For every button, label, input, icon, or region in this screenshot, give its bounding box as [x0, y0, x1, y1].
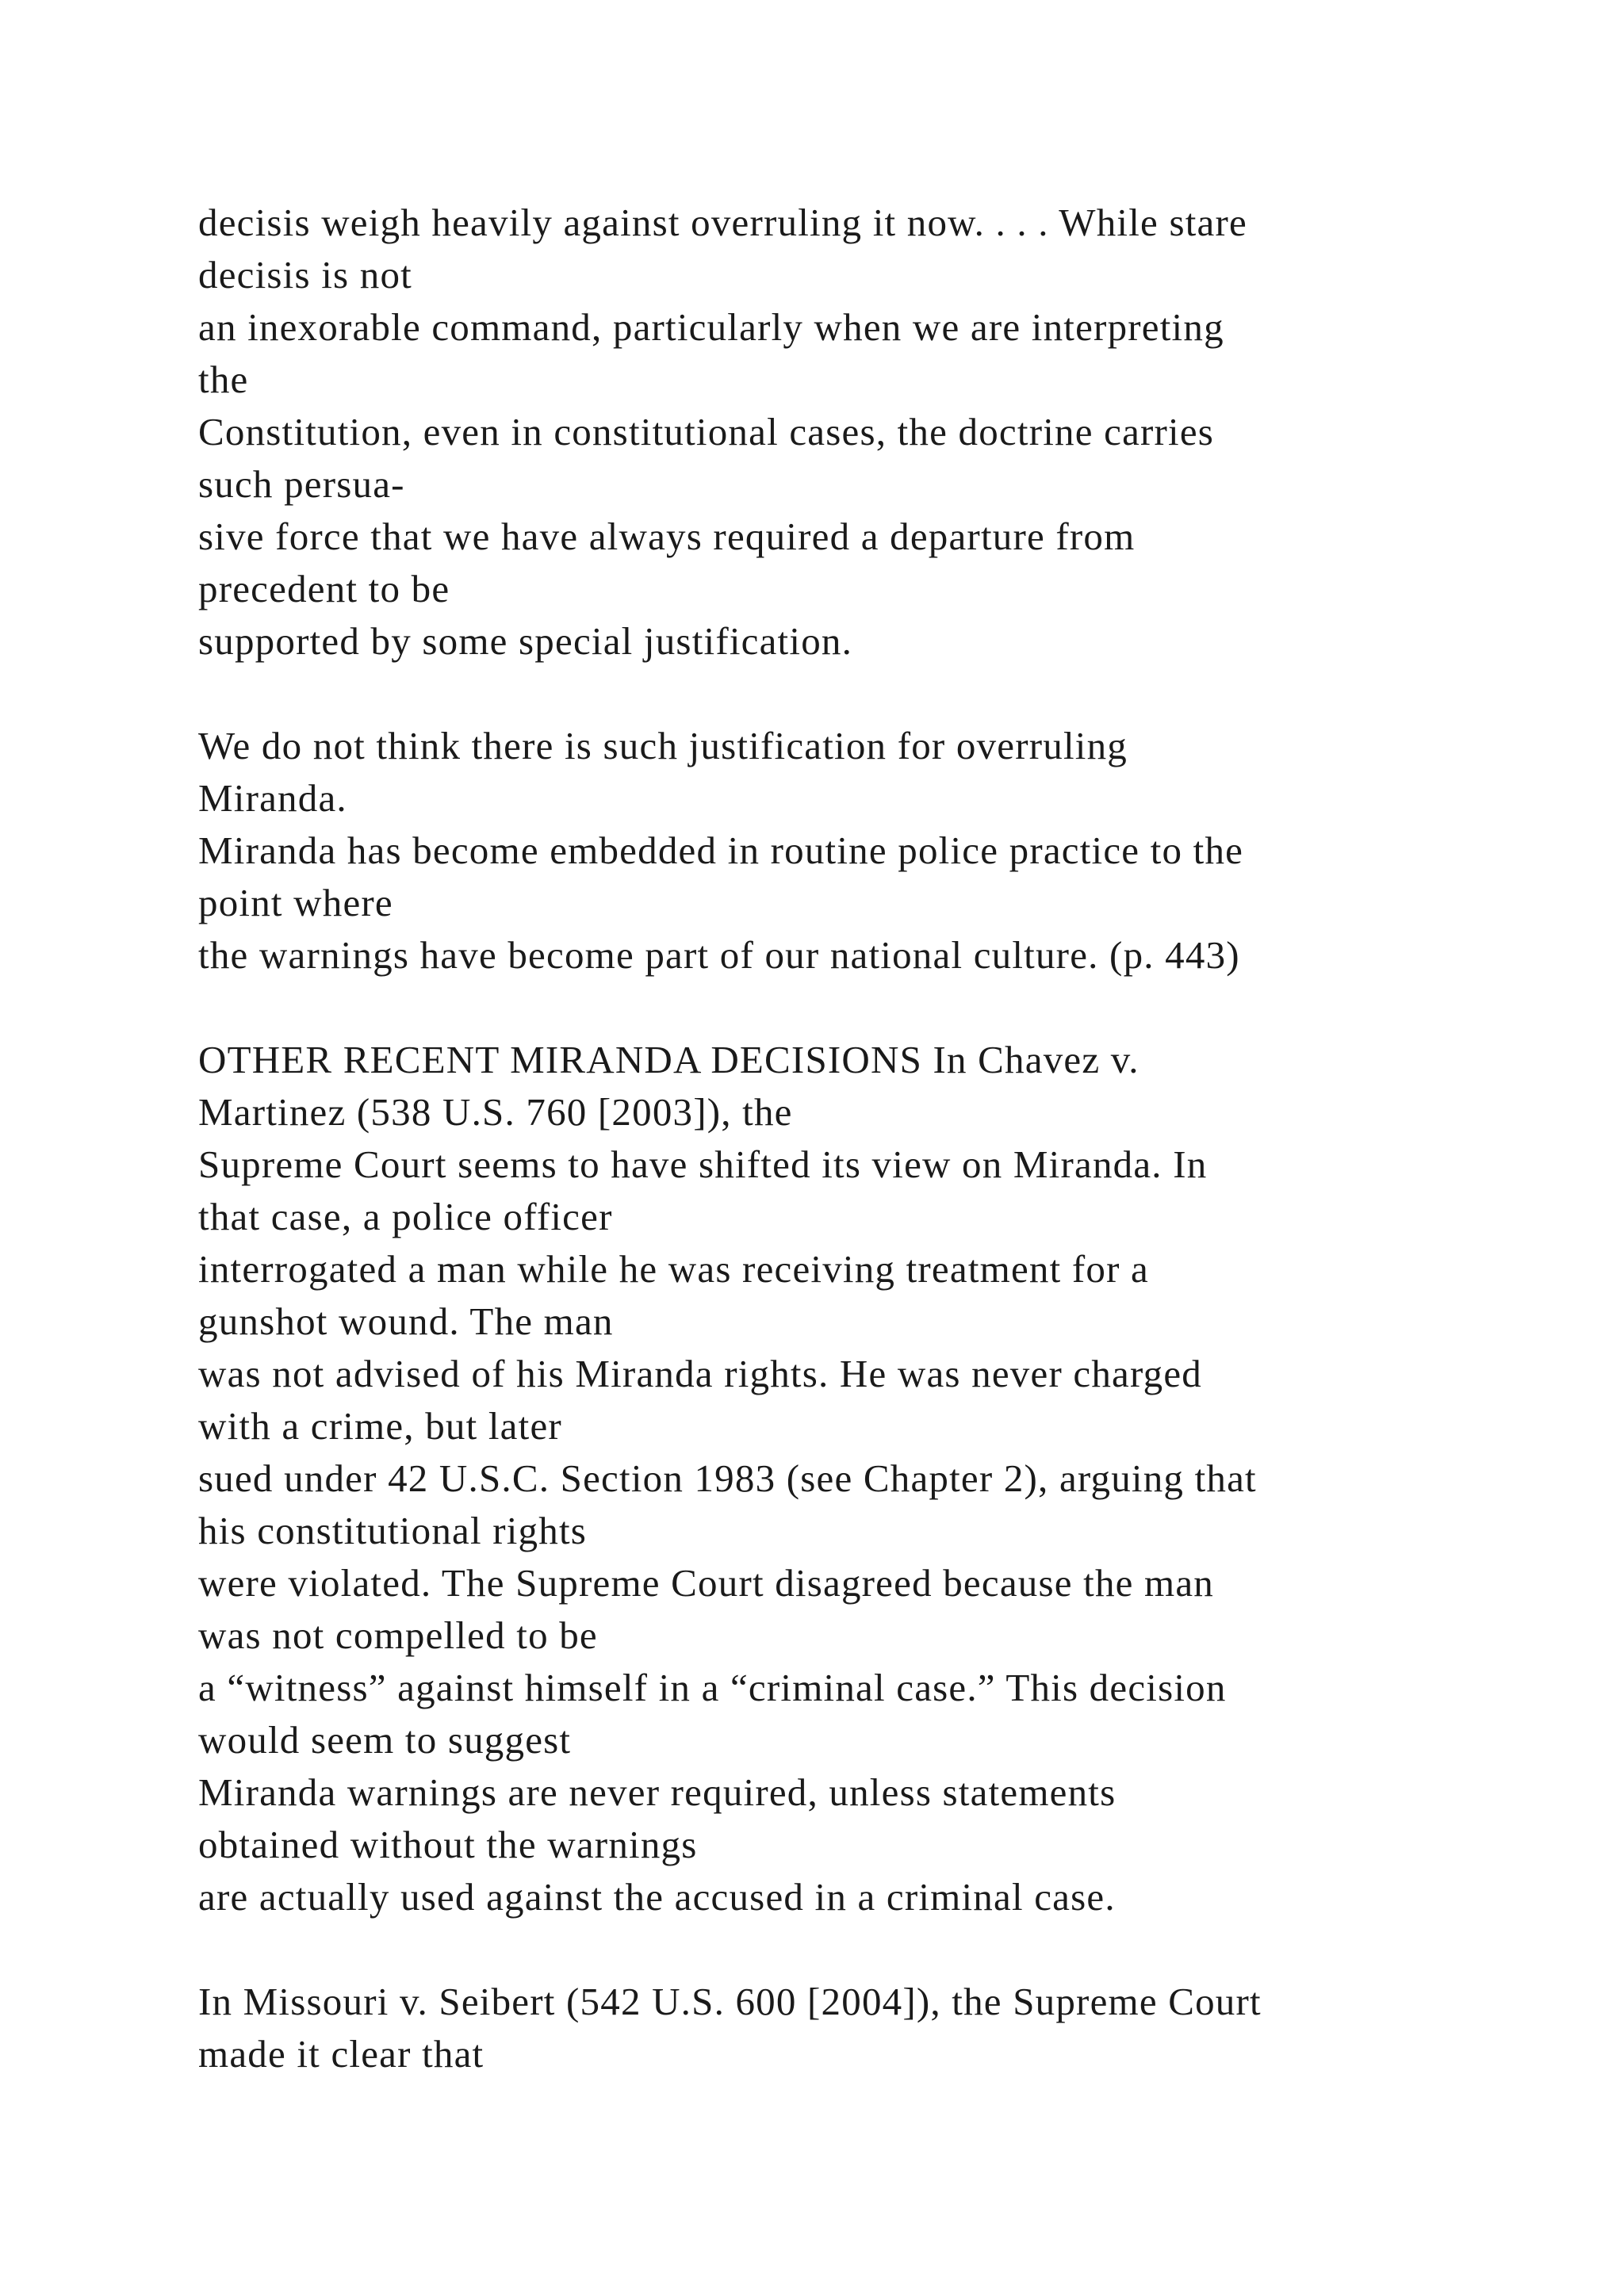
text-line: interrogated a man while he was receiving treatment for a — [198, 1247, 1149, 1291]
text-line: decisis is not — [198, 253, 412, 297]
text-line: We do not think there is such justification for overruling — [198, 724, 1128, 767]
text-line: such persua- — [198, 462, 405, 506]
paragraph-no-justification — [198, 720, 1483, 982]
text-line: sued under 42 U.S.C. Section 1983 (see Chapter 2), arguing that — [198, 1456, 1257, 1500]
text-line: In Missouri v. Seibert (542 U.S. 600 [2004]), the Supreme Court — [198, 1980, 1262, 2023]
text-line: Constitution, even in constitutional cases, the doctrine carries — [198, 410, 1215, 453]
text-line: Martinez (538 U.S. 760 [2003]), the — [198, 1090, 793, 1134]
text-line: was not compelled to be — [198, 1613, 598, 1657]
text-line: Supreme Court seems to have shifted its view on Miranda. In — [198, 1142, 1208, 1186]
body-text — [198, 197, 1483, 2080]
text-line: precedent to be — [198, 567, 450, 610]
text-line: that case, a police officer — [198, 1195, 613, 1238]
text-line: a “witness” against himself in a “criminal case.” This decision — [198, 1666, 1227, 1709]
text-line: point where — [198, 881, 393, 924]
paragraph-gap — [198, 1923, 1483, 1976]
text-line: was not advised of his Miranda rights. He was never charged — [198, 1352, 1202, 1395]
paragraph-other-recent-decisions — [198, 1034, 1483, 1923]
text-line: with a crime, but later — [198, 1404, 562, 1448]
text-line: Miranda has become embedded in routine police practice to the — [198, 828, 1244, 872]
paragraph-gap — [198, 982, 1483, 1034]
text-line: Miranda warnings are never required, unless statements — [198, 1770, 1116, 1814]
text-line: OTHER RECENT MIRANDA DECISIONS In Chavez v. — [198, 1038, 1139, 1081]
text-line: sive force that we have always required a departure from — [198, 515, 1136, 558]
text-line: made it clear that — [198, 2032, 485, 2076]
text-line: obtained without the warnings — [198, 1823, 698, 1866]
text-line: were violated. The Supreme Court disagreed because the man — [198, 1561, 1215, 1605]
paragraph-stare-decisis — [198, 197, 1483, 668]
paragraph-gap — [198, 668, 1483, 720]
text-line: supported by some special justification. — [198, 619, 853, 663]
text-line: are actually used against the accused in a criminal case. — [198, 1875, 1116, 1919]
text-line: an inexorable command, particularly when we are interpreting — [198, 305, 1224, 349]
text-line: gunshot wound. The man — [198, 1299, 614, 1343]
text-line: the warnings have become part of our national culture. (p. 443) — [198, 933, 1240, 977]
text-line: decisis weigh heavily against overruling it now. . . . While stare — [198, 201, 1247, 244]
text-line: his constitutional rights — [198, 1509, 588, 1552]
text-line: would seem to suggest — [198, 1718, 572, 1762]
paragraph-missouri-seibert — [198, 1976, 1483, 2080]
text-line: Miranda. — [198, 776, 347, 820]
text-line: the — [198, 358, 249, 401]
